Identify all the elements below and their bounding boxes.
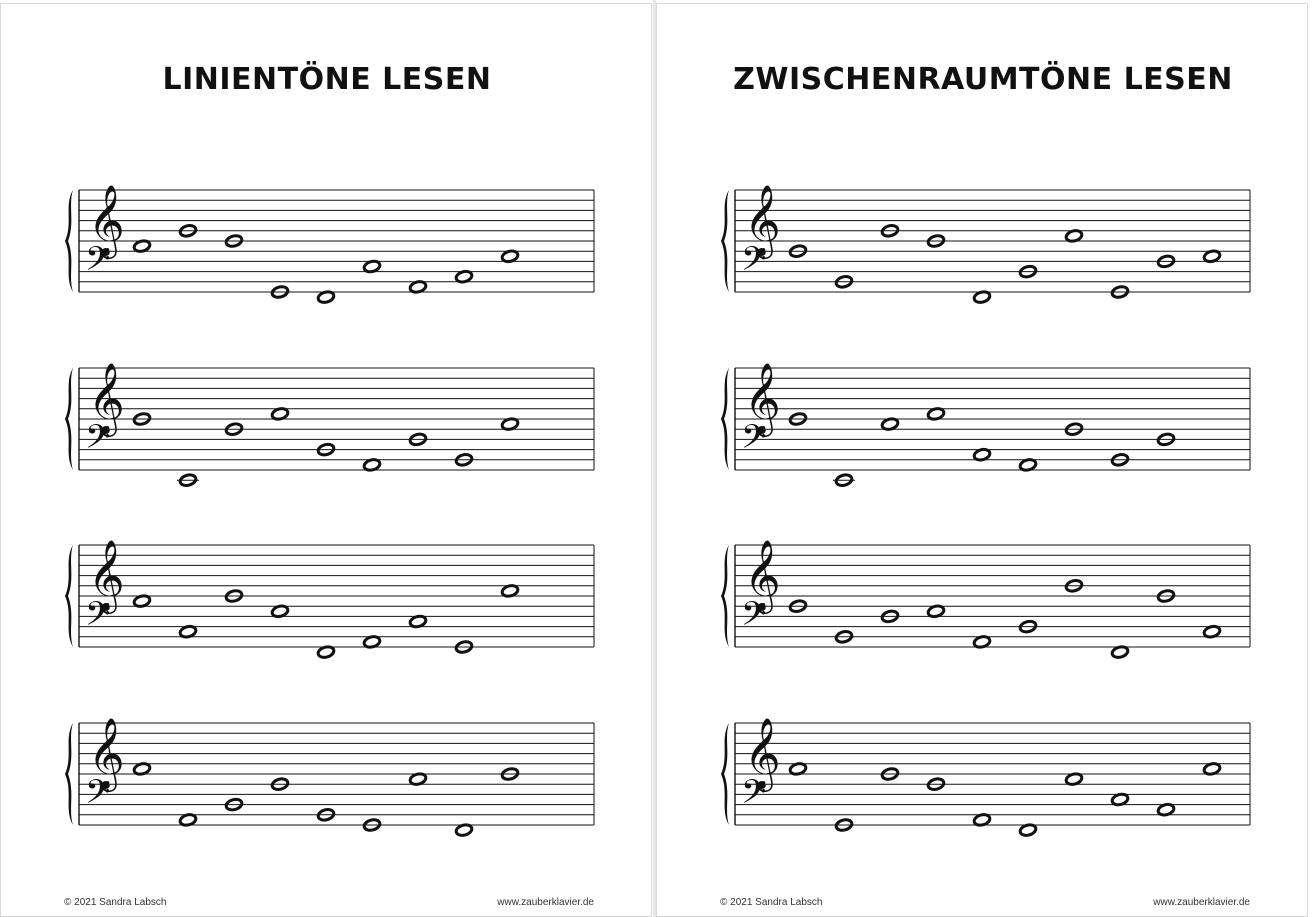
grand-staff-system bbox=[65, 538, 594, 659]
grand-staff-system bbox=[721, 183, 1250, 304]
bass-clef-icon: 𝄢 bbox=[741, 595, 767, 642]
music-systems bbox=[657, 4, 1309, 884]
bass-clef-icon: 𝄢 bbox=[85, 595, 111, 642]
treble-clef-icon: 𝄞 bbox=[744, 537, 781, 611]
treble-clef-icon: 𝄞 bbox=[88, 360, 125, 434]
grand-staff-system bbox=[721, 716, 1250, 837]
copyright-footer: © 2021 Sandra Labsch bbox=[64, 897, 167, 908]
website-footer: www.zauberklavier.de bbox=[1153, 897, 1250, 908]
treble-clef-icon: 𝄞 bbox=[88, 537, 125, 611]
grand-staff-system bbox=[721, 361, 1250, 487]
bass-clef-icon: 𝄢 bbox=[741, 418, 767, 465]
grand-staff-system bbox=[721, 538, 1250, 659]
bass-clef-icon: 𝄢 bbox=[85, 773, 111, 820]
grand-staff-system bbox=[65, 361, 594, 487]
brace-icon bbox=[721, 723, 729, 825]
brace-icon bbox=[65, 723, 73, 825]
worksheet-page-space-notes bbox=[656, 3, 1308, 917]
bass-clef-icon: 𝄢 bbox=[741, 240, 767, 287]
brace-icon bbox=[65, 368, 73, 470]
brace-icon bbox=[721, 190, 729, 292]
treble-clef-icon: 𝄞 bbox=[744, 182, 781, 256]
brace-icon bbox=[65, 190, 73, 292]
treble-clef-icon: 𝄞 bbox=[88, 182, 125, 256]
page-title: LINIENTÖNE LESEN bbox=[162, 62, 492, 97]
bass-clef-icon: 𝄢 bbox=[741, 773, 767, 820]
grand-staff-system bbox=[65, 716, 594, 837]
treble-clef-icon: 𝄞 bbox=[88, 715, 125, 789]
brace-icon bbox=[721, 545, 729, 647]
copyright-footer: © 2021 Sandra Labsch bbox=[720, 897, 823, 908]
bass-clef-icon: 𝄢 bbox=[85, 418, 111, 465]
brace-icon bbox=[721, 368, 729, 470]
website-footer: www.zauberklavier.de bbox=[497, 897, 594, 908]
treble-clef-icon: 𝄞 bbox=[744, 715, 781, 789]
page-title: ZWISCHENRAUMTÖNE LESEN bbox=[733, 62, 1233, 97]
music-systems bbox=[1, 4, 653, 884]
brace-icon bbox=[65, 545, 73, 647]
bass-clef-icon: 𝄢 bbox=[85, 240, 111, 287]
grand-staff-system bbox=[65, 183, 594, 304]
treble-clef-icon: 𝄞 bbox=[744, 360, 781, 434]
worksheet-page-line-notes bbox=[0, 3, 652, 917]
